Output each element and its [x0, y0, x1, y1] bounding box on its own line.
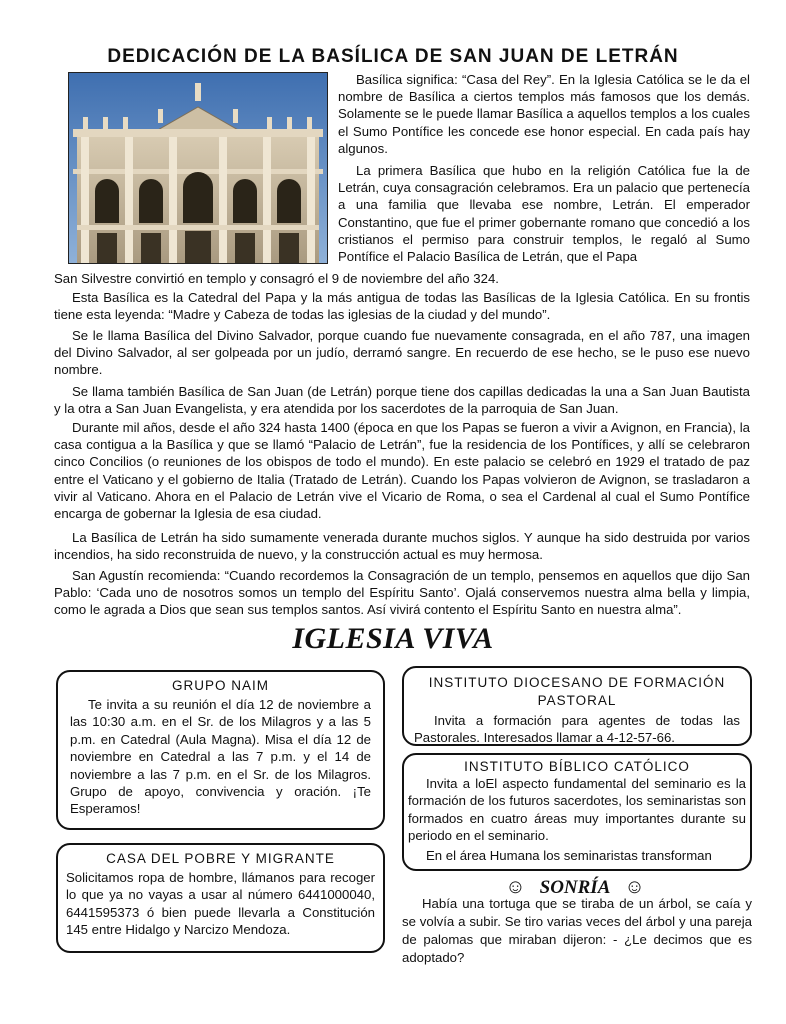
smiley-icon: ☺	[624, 876, 645, 898]
casa-pobre-box	[56, 843, 385, 953]
grupo-naim-title: GRUPO NAIM	[171, 678, 269, 693]
instituto-pastoral-title: INSTITUTO DIOCESANO DE FORMACIÓN PASTORAL	[428, 675, 726, 708]
basilica-photo	[68, 72, 328, 264]
sonria-joke: Había una tortuga que se tiraba de un árbol, se caía y se volvía a subir. Se tiro varias veces del árbol y una pareja de palomas que miraban dijeron: - ¿Le decimos que es adoptado?	[402, 896, 752, 965]
article-paragraph-3: Esta Basílica es la Catedral del Papa y la más antigua de todas las Basílicas de la Iglesia Católica. En su frontis tiene esta leyenda: “Madre y Cabeza de todas las iglesias de la ciudad y del mundo”.	[54, 290, 750, 323]
article-paragraph-4: Se le llama Basílica del Divino Salvador, porque cuando fue nuevamente consagrada, en el año 787, una imagen del Divino Salvador, al ser golpeada por un judío, derramó sangre. En recuerdo de ese hecho, se le puso ese nuevo nombre.	[54, 328, 750, 378]
grupo-naim-text: Te invita a su reunión el día 12 de noviembre a las 10:30 a.m. en el Sr. de los Milagros y a las 5 p.m. en Catedral (Aula Magna). Misa el día 12 de noviembre en Catedral a las 7 p.m. y el 14 de noviembre a las 7 p.m. en el Sr. de los Milagros. Grupo de apoyo, convivencia y oración. ¡Te Esperamos!	[70, 697, 371, 817]
article-paragraph-5: Se llama también Basílica de San Juan (de Letrán) porque tiene dos capillas dedicadas la una a San Juan Bautista y la otra a San Juan Evangelista, y era atendida por los sacerdotes de la parroquia de San Juan.	[54, 384, 750, 417]
basilica-illustration	[69, 73, 327, 263]
smiley-icon: ☺	[505, 876, 526, 898]
grupo-naim-box	[56, 670, 385, 830]
article-paragraph-1: Basílica significa: “Casa del Rey”. En la Iglesia Católica se le da el nombre de Basílica a ciertos templos más famosos que los demás. Solamente se le puede llamar Basílica a aquellos templos a los cuales el Sumo Pontífice les concede ese honor especial. En cada país hay algunos.	[338, 72, 750, 156]
article-paragraph-7: La Basílica de Letrán ha sido sumamente venerada durante muchos siglos. Y aunque ha sido destruida por varios incendios, ha sido reconstruida de nuevo, y la construcción actual es muy hermosa.	[54, 530, 750, 563]
article-title: DEDICACIÓN DE LA BASÍLICA DE SAN JUAN DE LETRÁN	[107, 46, 679, 67]
article-paragraph-2-continued: San Silvestre convirtió en templo y consagró el 9 de noviembre del año 324.	[54, 271, 499, 286]
instituto-biblico-text-2: En el área Humana los seminaristas transforman	[426, 847, 712, 863]
casa-pobre-text: Solicitamos ropa de hombre, llámanos para recoger lo que ya no vayas a usar al número 6441000040, 6441595373 ó bien puede llevarla a Constitución 145 entre Hidalgo y Narcizo Mendoza.	[66, 870, 375, 938]
instituto-pastoral-box	[402, 666, 752, 746]
section-title: IGLESIA VIVA	[292, 622, 494, 655]
article-paragraph-6: Durante mil años, desde el año 324 hasta 1400 (época en que los Papas se fueron a vivir a Avignon, en Francia), la casa contigua a la Basílica y que se llamó “Palacio de Letrán”, fue la residencia de los Pontífices, y allí se celebraron cinco Concilios (o reuniones de los obispos de todo el mundo). En este palacio se celebró en 1929 el tratado de paz entre el Vaticano y el gobierno de Italia (Tratado de Letrán). Cuando los Papas volvieron de Avignon, se trasladaron a vivir al Vaticano. Ahora en el Palacio de Letrán vive el Vicario de Roma, o sea el Cardenal al cual el Sumo Pontífice encarga de gobernar la Iglesia de esa ciudad.	[54, 420, 750, 522]
instituto-pastoral-text: Invita a formación para agentes de todas las Pastorales. Interesados llamar a 4-12-57-66.	[414, 713, 740, 746]
sonria-title: SONRÍA	[539, 877, 611, 898]
instituto-biblico-title: INSTITUTO BÍBLICO CATÓLICO	[464, 759, 690, 774]
article-paragraph-2: La primera Basílica que hubo en la religión Católica fue la de Letrán, cuya consagración celebramos. Era un palacio que pertenecía a una familia que llevaba ese nombre, Letrán. El emperador Constantino, que fue el primer gobernante romano que concedió a los cristianos el permiso para construir templos, le regaló al Sumo Pontífice el Palacio Basílica de Letrán, que el Papa	[338, 163, 750, 265]
instituto-biblico-box	[402, 753, 752, 871]
casa-pobre-title: CASA DEL POBRE Y MIGRANTE	[106, 851, 335, 866]
instituto-biblico-text: Invita a loEl aspecto fundamental del seminario es la formación de los futuros sacerdotes, los seminaristas son formados en cuatro áreas muy importantes durante su periodo en el seminario.	[408, 776, 746, 844]
article-paragraph-8: San Agustín recomienda: “Cuando recordemos la Consagración de un templo, pensemos en aquellos que dijo San Pablo: ‘Cada uno de nosotros somos un templo del Espíritu Santo’. Ojalá conservemos nuestra alma bella y limpia, como le agrada a Dios que sean sus templos santos. Así vivirá contento el Espíritu Santo en nuestra alma”.	[54, 568, 750, 618]
